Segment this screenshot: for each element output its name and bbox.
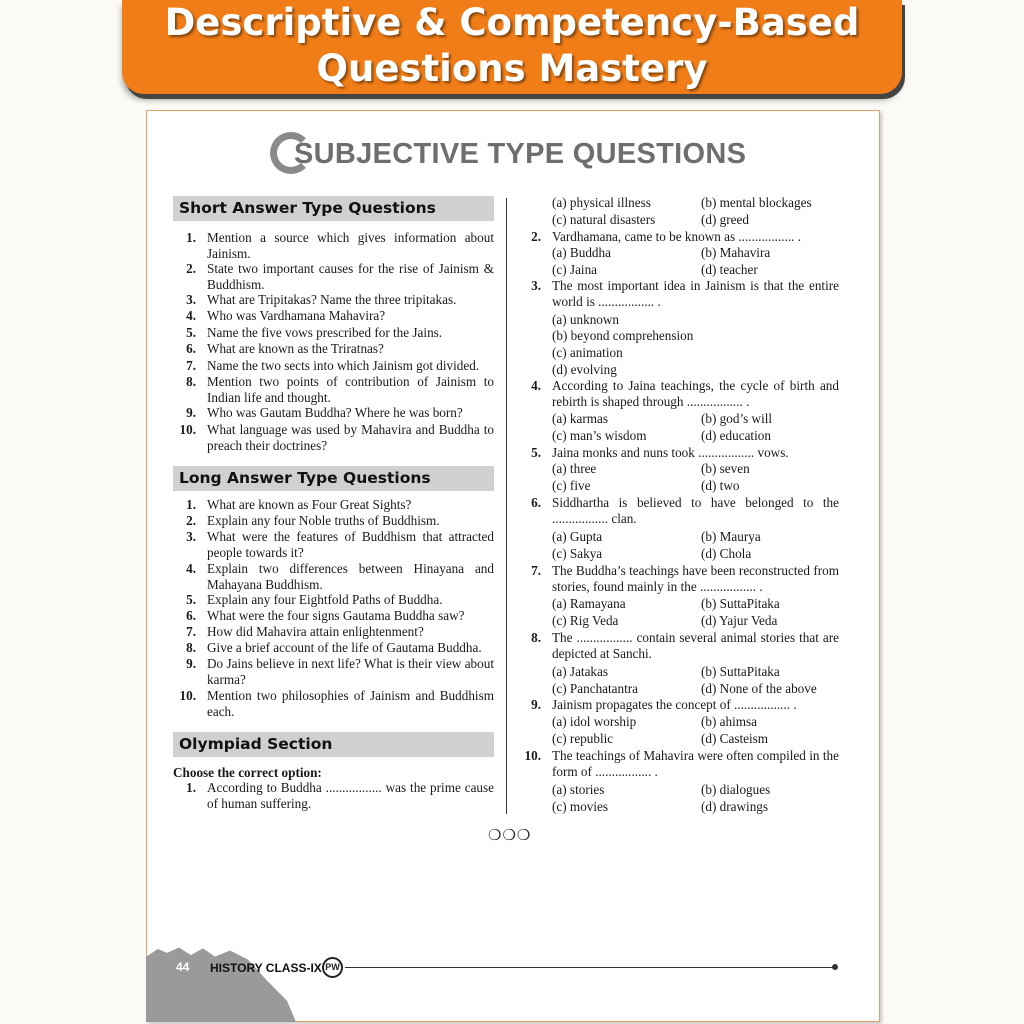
q9-option-d: (d) Casteism	[701, 731, 769, 746]
olympiad-instruction: Choose the correct option:	[173, 765, 322, 780]
q3-option-a: (a) unknown	[552, 312, 620, 327]
q9-option-c: (c) republic	[552, 731, 614, 746]
footer-rule	[345, 967, 835, 968]
pw-logo-icon: PW	[322, 957, 343, 978]
q6-option-c: (c) Sakya	[552, 546, 603, 561]
q3-option-b: (b) beyond comprehension	[552, 328, 694, 343]
q4-option-c: (c) man’s wisdom	[552, 428, 647, 443]
q7-option-b: (b) SuttaPitaka	[701, 596, 780, 611]
footer-class-label: HISTORY CLASS-IX	[210, 961, 322, 975]
q5-option-d: (d) two	[701, 478, 740, 493]
q1-option-c: (c) natural disasters	[552, 212, 656, 227]
q7-option-a: (a) Ramayana	[552, 596, 626, 611]
q1-option-a: (a) physical illness	[552, 195, 651, 210]
footer-rule-dot	[832, 964, 838, 970]
q10-option-c: (c) movies	[552, 799, 609, 814]
end-ornament: ❍❍❍	[488, 828, 532, 844]
q10-option-b: (b) dialogues	[701, 782, 771, 797]
q2-option-d: (d) teacher	[701, 262, 758, 277]
q3-option-d: (d) evolving	[552, 362, 617, 377]
q8-option-a: (a) Jatakas	[552, 664, 609, 679]
q7-option-d: (d) Yajur Veda	[701, 613, 778, 628]
long-answer-heading: Long Answer Type Questions	[173, 466, 494, 491]
banner-title-line2: Questions Mastery	[316, 47, 708, 90]
q9-option-b: (b) ahimsa	[701, 714, 758, 729]
q2-option-b: (b) Mahavira	[701, 245, 771, 260]
q4-option-b: (b) god’s will	[701, 411, 773, 426]
q4-option-d: (d) education	[701, 428, 771, 443]
q6-option-a: (a) Gupta	[552, 529, 603, 544]
banner-title	[122, 0, 902, 92]
q2-option-c: (c) Jaina	[552, 262, 598, 277]
olympiad-heading: Olympiad Section	[173, 732, 494, 757]
q1-option-b: (b) mental blockages	[701, 195, 812, 210]
heading-title: SUBJECTIVE TYPE QUESTIONS	[294, 138, 747, 170]
q6-option-b: (b) Maurya	[701, 529, 761, 544]
section-heading	[270, 132, 760, 182]
q9-option-a: (a) idol worship	[552, 714, 637, 729]
q8-option-c: (c) Panchatantra	[552, 681, 639, 696]
short-answer-heading: Short Answer Type Questions	[173, 196, 494, 221]
q3-option-c: (c) animation	[552, 345, 623, 360]
q10-option-d: (d) drawings	[701, 799, 769, 814]
column-divider	[506, 198, 507, 814]
q1-option-d: (d) greed	[701, 212, 749, 227]
q2-option-a: (a) Buddha	[552, 245, 611, 260]
q7-option-c: (c) Rig Veda	[552, 613, 619, 628]
page-number: 44	[176, 960, 190, 974]
q8-option-d: (d) None of the above	[701, 681, 817, 696]
q8-option-b: (b) SuttaPitaka	[701, 664, 780, 679]
q5-option-c: (c) five	[552, 478, 591, 493]
q4-option-a: (a) karmas	[552, 411, 609, 426]
q5-option-b: (b) seven	[701, 461, 750, 476]
banner-title-line1: Descriptive & Competency-Based	[164, 1, 860, 44]
q6-option-d: (d) Chola	[701, 546, 752, 561]
q10-option-a: (a) stories	[552, 782, 605, 797]
q5-option-a: (a) three	[552, 461, 597, 476]
